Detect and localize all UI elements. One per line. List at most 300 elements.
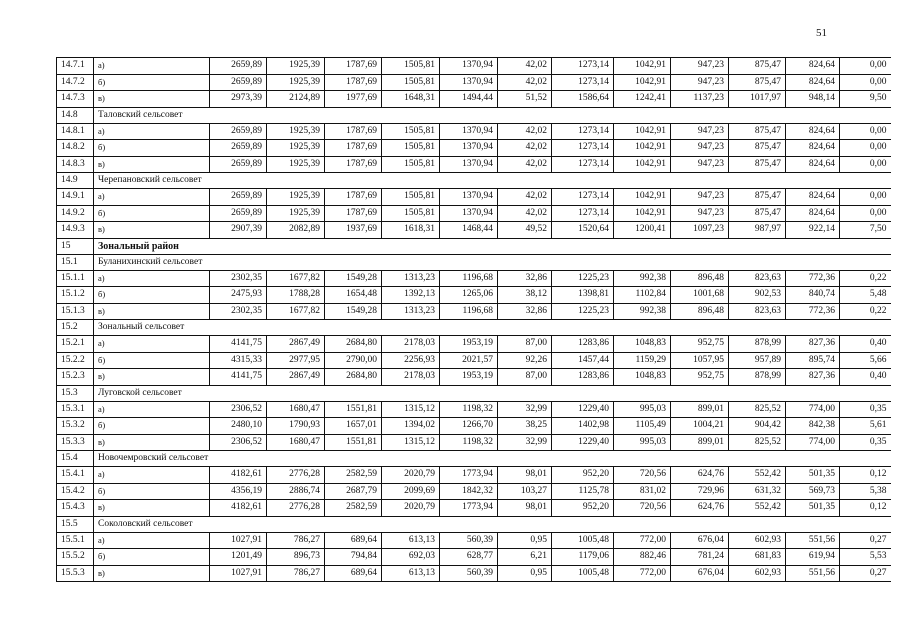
table-row <box>57 467 891 484</box>
value-cell: 1048,83 <box>614 369 671 386</box>
value-cell: 5,48 <box>840 287 891 304</box>
value-cell: 1370,94 <box>440 58 498 75</box>
value-cell: 103,27 <box>498 483 552 500</box>
section-code: 15.2 <box>57 320 94 336</box>
value-cell: 825,52 <box>729 401 786 418</box>
value-cell: 1057,95 <box>671 352 729 369</box>
value-cell: 952,20 <box>552 500 614 517</box>
row-code: 15.4.2 <box>57 483 94 500</box>
value-cell: 1937,69 <box>325 222 382 239</box>
value-cell: 42,02 <box>498 205 552 222</box>
value-cell: 0,40 <box>840 336 891 353</box>
value-cell: 948,14 <box>786 91 840 108</box>
value-cell: 0,27 <box>840 565 891 582</box>
section-code: 15 <box>57 238 94 254</box>
row-variant: б) <box>94 352 210 369</box>
value-cell: 878,99 <box>729 369 786 386</box>
value-cell: 1925,39 <box>267 74 325 91</box>
section-title: Зональный сельсовет <box>94 320 891 336</box>
value-cell: 552,42 <box>729 467 786 484</box>
value-cell: 1505,81 <box>382 123 440 140</box>
row-variant: в) <box>94 565 210 582</box>
row-code: 15.4.3 <box>57 500 94 517</box>
row-code: 15.5.3 <box>57 565 94 582</box>
value-cell: 4141,75 <box>210 336 267 353</box>
value-cell: 0,00 <box>840 205 891 222</box>
value-cell: 772,00 <box>614 532 671 549</box>
value-cell: 1273,14 <box>552 74 614 91</box>
value-cell: 2082,89 <box>267 222 325 239</box>
value-cell: 560,39 <box>440 532 498 549</box>
value-cell: 1273,14 <box>552 58 614 75</box>
table-row <box>57 189 891 206</box>
value-cell: 2659,89 <box>210 189 267 206</box>
table-row <box>57 336 891 353</box>
section-code: 14.9 <box>57 173 94 189</box>
value-cell: 1773,94 <box>440 500 498 517</box>
value-cell: 1283,86 <box>552 369 614 386</box>
value-cell: 1042,91 <box>614 156 671 173</box>
value-cell: 2776,28 <box>267 467 325 484</box>
value-cell: 1370,94 <box>440 156 498 173</box>
value-cell: 772,36 <box>786 270 840 287</box>
value-cell: 624,76 <box>671 467 729 484</box>
value-cell: 947,23 <box>671 74 729 91</box>
value-cell: 602,93 <box>729 565 786 582</box>
row-variant: б) <box>94 287 210 304</box>
value-cell: 947,23 <box>671 58 729 75</box>
value-cell: 720,56 <box>614 467 671 484</box>
value-cell: 1457,44 <box>552 352 614 369</box>
value-cell: 1313,23 <box>382 303 440 320</box>
row-code: 14.9.1 <box>57 189 94 206</box>
value-cell: 0,00 <box>840 189 891 206</box>
value-cell: 2302,35 <box>210 270 267 287</box>
value-cell: 2659,89 <box>210 74 267 91</box>
value-cell: 1787,69 <box>325 189 382 206</box>
value-cell: 1953,19 <box>440 369 498 386</box>
value-cell: 1105,49 <box>614 418 671 435</box>
value-cell: 569,73 <box>786 483 840 500</box>
row-code: 14.7.3 <box>57 91 94 108</box>
value-cell: 2178,03 <box>382 336 440 353</box>
section-title: Буланихинский сельсовет <box>94 254 891 270</box>
row-variant: а) <box>94 58 210 75</box>
row-variant: в) <box>94 500 210 517</box>
value-cell: 628,77 <box>440 549 498 566</box>
value-cell: 0,22 <box>840 270 891 287</box>
row-variant: в) <box>94 434 210 451</box>
value-cell: 823,63 <box>729 303 786 320</box>
value-cell: 992,38 <box>614 270 671 287</box>
value-cell: 2973,39 <box>210 91 267 108</box>
row-variant: а) <box>94 401 210 418</box>
value-cell: 602,93 <box>729 532 786 549</box>
value-cell: 1225,23 <box>552 303 614 320</box>
value-cell: 774,00 <box>786 401 840 418</box>
value-cell: 995,03 <box>614 434 671 451</box>
value-cell: 2124,89 <box>267 91 325 108</box>
value-cell: 1200,41 <box>614 222 671 239</box>
value-cell: 42,02 <box>498 123 552 140</box>
row-variant: б) <box>94 205 210 222</box>
value-cell: 551,56 <box>786 565 840 582</box>
row-code: 14.9.2 <box>57 205 94 222</box>
value-cell: 1787,69 <box>325 156 382 173</box>
value-cell: 1225,23 <box>552 270 614 287</box>
value-cell: 2659,89 <box>210 123 267 140</box>
row-code: 15.1.2 <box>57 287 94 304</box>
value-cell: 1370,94 <box>440 74 498 91</box>
value-cell: 1505,81 <box>382 74 440 91</box>
value-cell: 824,64 <box>786 156 840 173</box>
row-variant: в) <box>94 303 210 320</box>
value-cell: 1925,39 <box>267 140 325 157</box>
value-cell: 0,35 <box>840 401 891 418</box>
value-cell: 1788,28 <box>267 287 325 304</box>
value-cell: 1551,81 <box>325 401 382 418</box>
value-cell: 1787,69 <box>325 205 382 222</box>
table-row <box>57 483 891 500</box>
value-cell: 501,35 <box>786 500 840 517</box>
value-cell: 1102,84 <box>614 287 671 304</box>
value-cell: 825,52 <box>729 434 786 451</box>
row-variant: а) <box>94 467 210 484</box>
table-row <box>57 74 891 91</box>
value-cell: 42,02 <box>498 156 552 173</box>
value-cell: 1680,47 <box>267 401 325 418</box>
table-row <box>57 205 891 222</box>
section-code: 14.8 <box>57 107 94 123</box>
value-cell: 42,02 <box>498 58 552 75</box>
value-cell: 1315,12 <box>382 401 440 418</box>
section-code: 15.4 <box>57 451 94 467</box>
row-variant: а) <box>94 123 210 140</box>
value-cell: 1925,39 <box>267 58 325 75</box>
value-cell: 2020,79 <box>382 467 440 484</box>
table-row <box>57 156 891 173</box>
value-cell: 0,00 <box>840 123 891 140</box>
value-cell: 1925,39 <box>267 205 325 222</box>
value-cell: 0,95 <box>498 532 552 549</box>
value-cell: 1925,39 <box>267 123 325 140</box>
row-variant: а) <box>94 189 210 206</box>
value-cell: 1494,44 <box>440 91 498 108</box>
value-cell: 1097,23 <box>671 222 729 239</box>
value-cell: 1773,94 <box>440 467 498 484</box>
value-cell: 613,13 <box>382 565 440 582</box>
value-cell: 1242,41 <box>614 91 671 108</box>
value-cell: 676,04 <box>671 565 729 582</box>
value-cell: 1042,91 <box>614 123 671 140</box>
value-cell: 995,03 <box>614 401 671 418</box>
table-row <box>57 500 891 517</box>
value-cell: 878,99 <box>729 336 786 353</box>
value-cell: 786,27 <box>267 532 325 549</box>
value-cell: 5,66 <box>840 352 891 369</box>
section-title: Соколовский сельсовет <box>94 516 891 532</box>
value-cell: 560,39 <box>440 565 498 582</box>
value-cell: 2306,52 <box>210 401 267 418</box>
tariff-table <box>56 57 891 582</box>
value-cell: 895,74 <box>786 352 840 369</box>
value-cell: 896,48 <box>671 303 729 320</box>
value-cell: 1787,69 <box>325 140 382 157</box>
row-code: 15.2.1 <box>57 336 94 353</box>
value-cell: 2790,00 <box>325 352 382 369</box>
value-cell: 1370,94 <box>440 123 498 140</box>
section-title: Луговской сельсовет <box>94 385 891 401</box>
value-cell: 947,23 <box>671 140 729 157</box>
value-cell: 1392,13 <box>382 287 440 304</box>
value-cell: 1313,23 <box>382 270 440 287</box>
value-cell: 0,12 <box>840 467 891 484</box>
row-code: 15.3.2 <box>57 418 94 435</box>
value-cell: 842,38 <box>786 418 840 435</box>
value-cell: 1977,69 <box>325 91 382 108</box>
value-cell: 2659,89 <box>210 156 267 173</box>
value-cell: 98,01 <box>498 467 552 484</box>
value-cell: 772,36 <box>786 303 840 320</box>
value-cell: 2776,28 <box>267 500 325 517</box>
value-cell: 1394,02 <box>382 418 440 435</box>
value-cell: 823,63 <box>729 270 786 287</box>
section-title: Новочемровский сельсовет <box>94 451 891 467</box>
row-code: 14.8.2 <box>57 140 94 157</box>
value-cell: 1005,48 <box>552 565 614 582</box>
value-cell: 729,96 <box>671 483 729 500</box>
value-cell: 1159,29 <box>614 352 671 369</box>
table-row <box>57 352 891 369</box>
value-cell: 4141,75 <box>210 369 267 386</box>
value-cell: 2302,35 <box>210 303 267 320</box>
value-cell: 2977,95 <box>267 352 325 369</box>
table-row <box>57 303 891 320</box>
value-cell: 1370,94 <box>440 205 498 222</box>
value-cell: 1657,01 <box>325 418 382 435</box>
value-cell: 824,64 <box>786 140 840 157</box>
value-cell: 1505,81 <box>382 156 440 173</box>
table-body <box>57 58 891 582</box>
row-code: 15.1.1 <box>57 270 94 287</box>
value-cell: 1273,14 <box>552 156 614 173</box>
value-cell: 1273,14 <box>552 140 614 157</box>
table-row <box>57 532 891 549</box>
value-cell: 4356,19 <box>210 483 267 500</box>
row-code: 14.8.1 <box>57 123 94 140</box>
value-cell: 7,50 <box>840 222 891 239</box>
row-variant: б) <box>94 483 210 500</box>
value-cell: 1017,97 <box>729 91 786 108</box>
value-cell: 896,48 <box>671 270 729 287</box>
value-cell: 552,42 <box>729 500 786 517</box>
row-variant: в) <box>94 156 210 173</box>
value-cell: 42,02 <box>498 74 552 91</box>
value-cell: 676,04 <box>671 532 729 549</box>
value-cell: 692,03 <box>382 549 440 566</box>
value-cell: 98,01 <box>498 500 552 517</box>
value-cell: 0,00 <box>840 156 891 173</box>
value-cell: 2684,80 <box>325 369 382 386</box>
section-title: Зональный район <box>94 238 891 254</box>
value-cell: 875,47 <box>729 123 786 140</box>
value-cell: 1315,12 <box>382 434 440 451</box>
value-cell: 1551,81 <box>325 434 382 451</box>
value-cell: 1125,78 <box>552 483 614 500</box>
value-cell: 2867,49 <box>267 336 325 353</box>
value-cell: 992,38 <box>614 303 671 320</box>
row-code: 15.1.3 <box>57 303 94 320</box>
row-code: 14.7.2 <box>57 74 94 91</box>
row-variant: а) <box>94 532 210 549</box>
value-cell: 875,47 <box>729 205 786 222</box>
value-cell: 2867,49 <box>267 369 325 386</box>
value-cell: 2475,93 <box>210 287 267 304</box>
value-cell: 38,25 <box>498 418 552 435</box>
value-cell: 619,94 <box>786 549 840 566</box>
value-cell: 1198,32 <box>440 401 498 418</box>
value-cell: 1505,81 <box>382 58 440 75</box>
value-cell: 1520,64 <box>552 222 614 239</box>
value-cell: 774,00 <box>786 434 840 451</box>
section-row <box>57 107 891 123</box>
value-cell: 875,47 <box>729 189 786 206</box>
row-code: 15.4.1 <box>57 467 94 484</box>
value-cell: 875,47 <box>729 140 786 157</box>
value-cell: 1266,70 <box>440 418 498 435</box>
value-cell: 1505,81 <box>382 205 440 222</box>
value-cell: 1549,28 <box>325 270 382 287</box>
value-cell: 1229,40 <box>552 434 614 451</box>
value-cell: 32,99 <box>498 434 552 451</box>
row-code: 15.2.2 <box>57 352 94 369</box>
value-cell: 1549,28 <box>325 303 382 320</box>
value-cell: 1042,91 <box>614 74 671 91</box>
value-cell: 42,02 <box>498 140 552 157</box>
value-cell: 1790,93 <box>267 418 325 435</box>
value-cell: 1398,81 <box>552 287 614 304</box>
value-cell: 1273,14 <box>552 205 614 222</box>
value-cell: 42,02 <box>498 189 552 206</box>
section-title: Таловский сельсовет <box>94 107 891 123</box>
row-variant: а) <box>94 336 210 353</box>
value-cell: 0,00 <box>840 58 891 75</box>
row-code: 15.3.3 <box>57 434 94 451</box>
value-cell: 1265,06 <box>440 287 498 304</box>
value-cell: 875,47 <box>729 74 786 91</box>
value-cell: 2907,39 <box>210 222 267 239</box>
value-cell: 87,00 <box>498 336 552 353</box>
value-cell: 1179,06 <box>552 549 614 566</box>
table-row <box>57 401 891 418</box>
value-cell: 0,40 <box>840 369 891 386</box>
value-cell: 0,22 <box>840 303 891 320</box>
value-cell: 1196,68 <box>440 303 498 320</box>
value-cell: 922,14 <box>786 222 840 239</box>
value-cell: 1505,81 <box>382 189 440 206</box>
value-cell: 2178,03 <box>382 369 440 386</box>
value-cell: 1048,83 <box>614 336 671 353</box>
value-cell: 0,27 <box>840 532 891 549</box>
value-cell: 824,64 <box>786 205 840 222</box>
table-row <box>57 565 891 582</box>
value-cell: 2582,59 <box>325 500 382 517</box>
value-cell: 1042,91 <box>614 58 671 75</box>
value-cell: 87,00 <box>498 369 552 386</box>
value-cell: 4182,61 <box>210 467 267 484</box>
value-cell: 2256,93 <box>382 352 440 369</box>
value-cell: 2582,59 <box>325 467 382 484</box>
value-cell: 1468,44 <box>440 222 498 239</box>
value-cell: 824,64 <box>786 123 840 140</box>
value-cell: 875,47 <box>729 58 786 75</box>
value-cell: 882,46 <box>614 549 671 566</box>
value-cell: 0,95 <box>498 565 552 582</box>
value-cell: 2021,57 <box>440 352 498 369</box>
value-cell: 2480,10 <box>210 418 267 435</box>
row-code: 15.5.2 <box>57 549 94 566</box>
value-cell: 49,52 <box>498 222 552 239</box>
row-variant: б) <box>94 549 210 566</box>
value-cell: 1505,81 <box>382 140 440 157</box>
value-cell: 1925,39 <box>267 156 325 173</box>
value-cell: 904,42 <box>729 418 786 435</box>
value-cell: 987,97 <box>729 222 786 239</box>
value-cell: 1953,19 <box>440 336 498 353</box>
value-cell: 875,47 <box>729 156 786 173</box>
table-row <box>57 58 891 75</box>
section-code: 15.5 <box>57 516 94 532</box>
value-cell: 1005,48 <box>552 532 614 549</box>
table-row <box>57 91 891 108</box>
value-cell: 957,89 <box>729 352 786 369</box>
value-cell: 0,35 <box>840 434 891 451</box>
value-cell: 0,00 <box>840 140 891 157</box>
value-cell: 5,38 <box>840 483 891 500</box>
value-cell: 1654,48 <box>325 287 382 304</box>
row-code: 15.2.3 <box>57 369 94 386</box>
value-cell: 681,83 <box>729 549 786 566</box>
value-cell: 896,73 <box>267 549 325 566</box>
value-cell: 2687,79 <box>325 483 382 500</box>
value-cell: 1618,31 <box>382 222 440 239</box>
row-variant: а) <box>94 270 210 287</box>
value-cell: 1273,14 <box>552 123 614 140</box>
value-cell: 613,13 <box>382 532 440 549</box>
value-cell: 2886,74 <box>267 483 325 500</box>
value-cell: 1273,14 <box>552 189 614 206</box>
value-cell: 1137,23 <box>671 91 729 108</box>
value-cell: 786,27 <box>267 565 325 582</box>
section-row <box>57 451 891 467</box>
value-cell: 32,86 <box>498 270 552 287</box>
value-cell: 794,84 <box>325 549 382 566</box>
value-cell: 0,00 <box>840 74 891 91</box>
value-cell: 1042,91 <box>614 189 671 206</box>
value-cell: 720,56 <box>614 500 671 517</box>
value-cell: 952,75 <box>671 336 729 353</box>
value-cell: 1787,69 <box>325 74 382 91</box>
value-cell: 824,64 <box>786 58 840 75</box>
value-cell: 824,64 <box>786 189 840 206</box>
value-cell: 1680,47 <box>267 434 325 451</box>
value-cell: 1402,98 <box>552 418 614 435</box>
value-cell: 1648,31 <box>382 91 440 108</box>
value-cell: 1042,91 <box>614 140 671 157</box>
section-row <box>57 385 891 401</box>
value-cell: 38,12 <box>498 287 552 304</box>
value-cell: 1586,64 <box>552 91 614 108</box>
